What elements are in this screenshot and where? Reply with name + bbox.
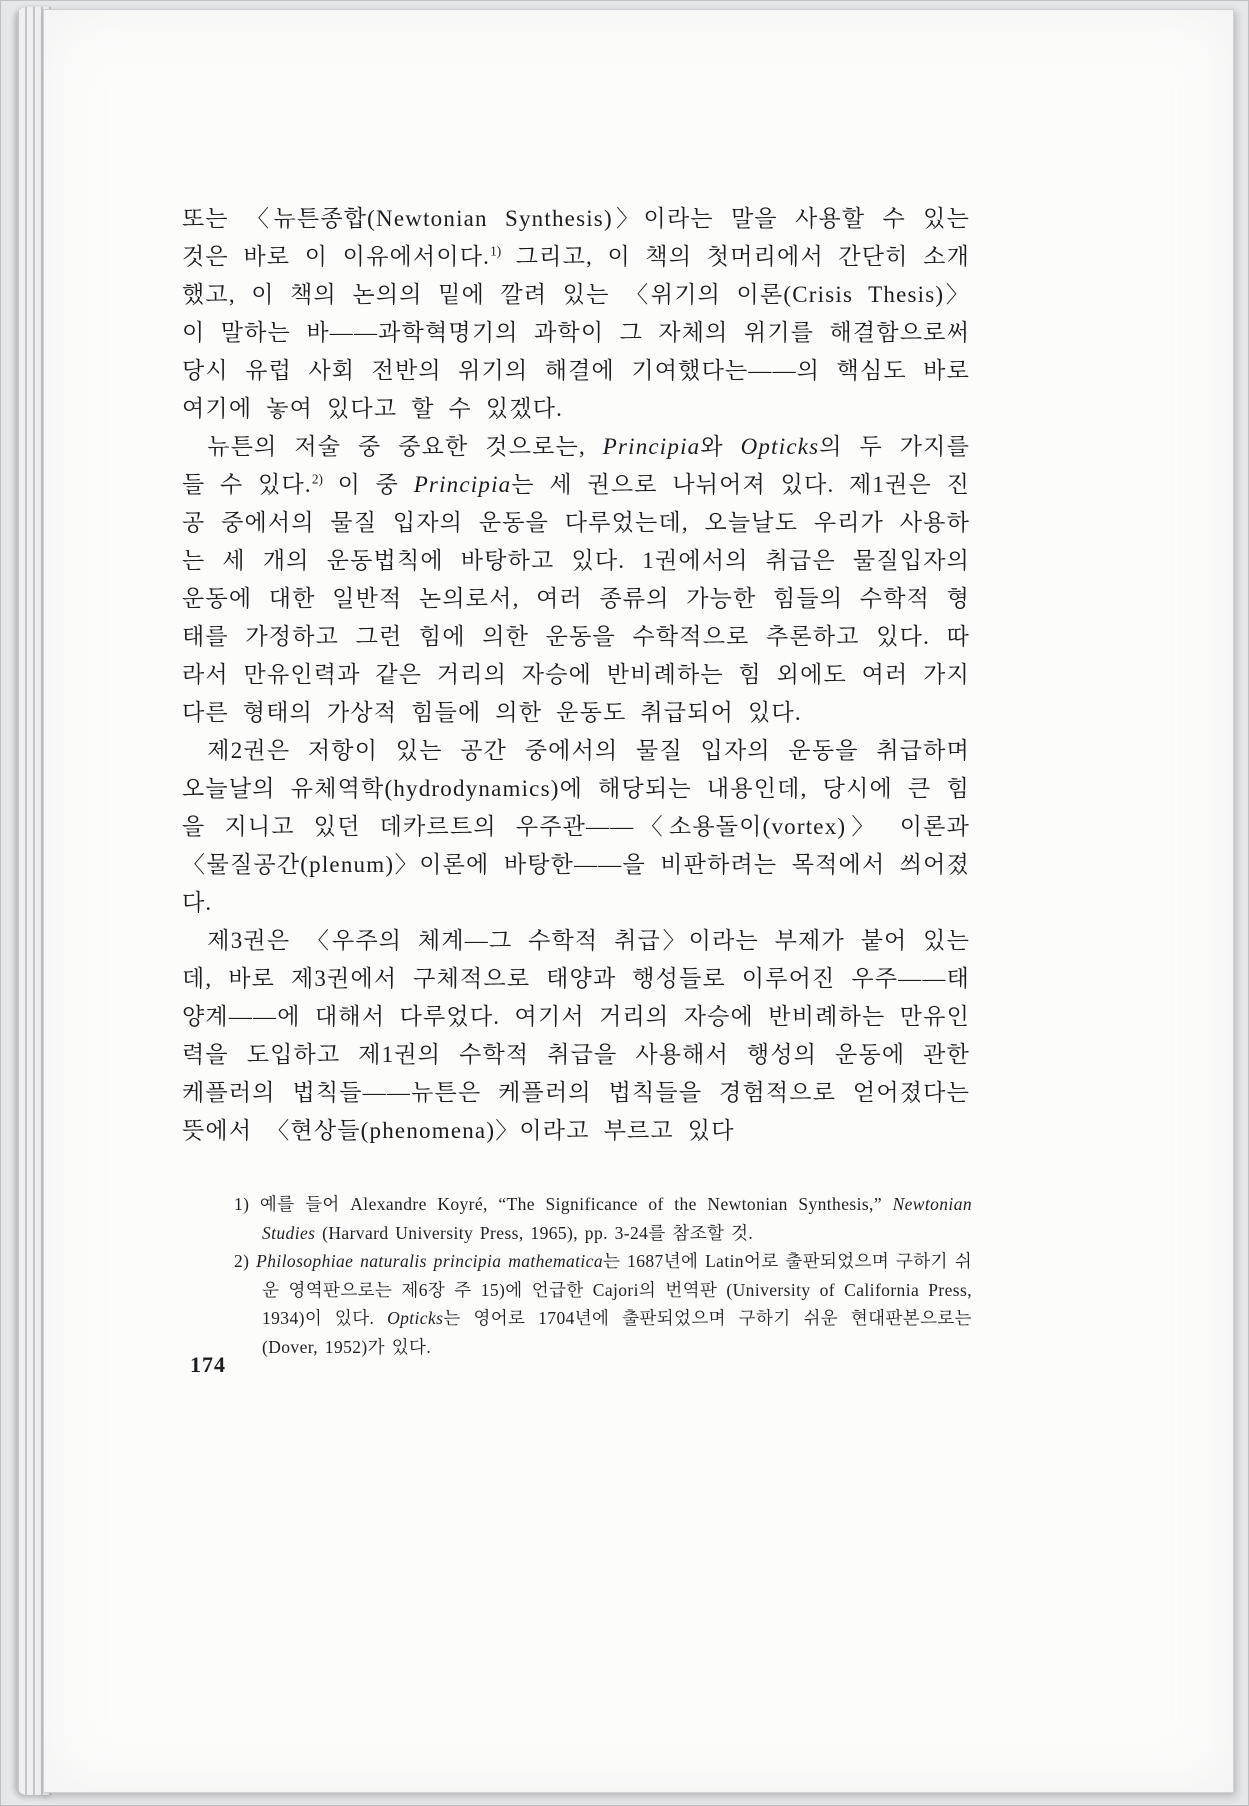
footnote-1: 1) 예를 들어 Alexandre Koyré, “The Significance of the Newtonian Synthesis,” Newtonian Studies (Harvard University Press, 1965), pp. 3-24를 참조할 것. <box>234 1194 972 1243</box>
paragraph-1: 또는 〈뉴튼종합(Newtonian Synthesis)〉이라는 말을 사용할 수 있는 것은 바로 이 이유에서이다.$^{1)}$ 그리고, 이 책의 첫머리에서 간단히 소개했고, 이 책의 논의의 밑에 깔려 있는 〈위기의 이론(Crisis Thesis)〉이 말하는 바——과학혁명기의 과학이 그 자체의 위기를 해결함으로써 당시 유럽 사회 전반의 위기의 해결에 기여했다는——의 핵심도 바로 여기에 놓여 있다고 할 수 있겠다. <box>182 206 970 421</box>
page-number: 174 <box>190 1352 226 1377</box>
footnote-2: 2) Philosophiae naturalis principia mathematica는 1687년에 Latin어로 출판되었으며 구하기 쉬운 영역판으로는 제6장 주 15)에 언급한 Cajori의 번역판 (University of California Press, 1934)이 있다. Opticks는 영어로 1704년에 출판되었으며 구하기 쉬운 현대판본으로는 (Dover, 1952)가 있다. <box>234 1251 972 1357</box>
page-body-text <box>182 200 970 1150</box>
footnotes-block <box>234 1190 972 1361</box>
paragraph-4: 제3권은 〈우주의 체계—그 수학적 취급〉이라는 부제가 붙어 있는데, 바로 제3권에서 구체적으로 태양과 행성들로 이루어진 우주——태양계——에 대해서 다루었다. 여기서 거리의 자승에 반비례하는 만유인력을 도입하고 제1권의 수학적 취급을 사용해서 행성의 운동에 관한 케플러의 법칙들——뉴튼은 케플러의 법칙들을 경험적으로 얻어졌다는 뜻에서 〈현상들(phenomena)〉이라고 부르고 있다 <box>182 928 970 1143</box>
book-page <box>43 9 1234 1793</box>
paragraph-2: 뉴튼의 저술 중 중요한 것으로는, Principia와 Opticks의 두 가지를 들 수 있다.$^{2)}$ 이 중 Principia는 세 권으로 나뉘어져 있다. 제1권은 진공 중에서의 물질 입자의 운동을 다루었는데, 오늘날도 우리가 사용하는 세 개의 운동법칙에 바탕하고 있다. 1권에서의 취급은 물질입자의 운동에 대한 일반적 논의로서, 여러 종류의 가능한 힘들의 수학적 형태를 가정하고 그런 힘에 의한 운동을 수학적으로 추론하고 있다. 따라서 만유인력과 같은 거리의 자승에 반비례하는 힘 외에도 여러 가지 다른 형태의 가상적 힘들에 의한 운동도 취급되어 있다. <box>182 434 971 725</box>
paragraph-3: 제2권은 저항이 있는 공간 중에서의 물질 입자의 운동을 취급하며 오늘날의 유체역학(hydrodynamics)에 해당되는 내용인데, 당시에 큰 힘을 지니고 있던 데카르트의 우주관——〈소용돌이(vortex)〉 이론과 〈물질공간(plenum)〉이론에 바탕한——을 비판하려는 목적에서 씌어졌다. <box>182 738 970 915</box>
